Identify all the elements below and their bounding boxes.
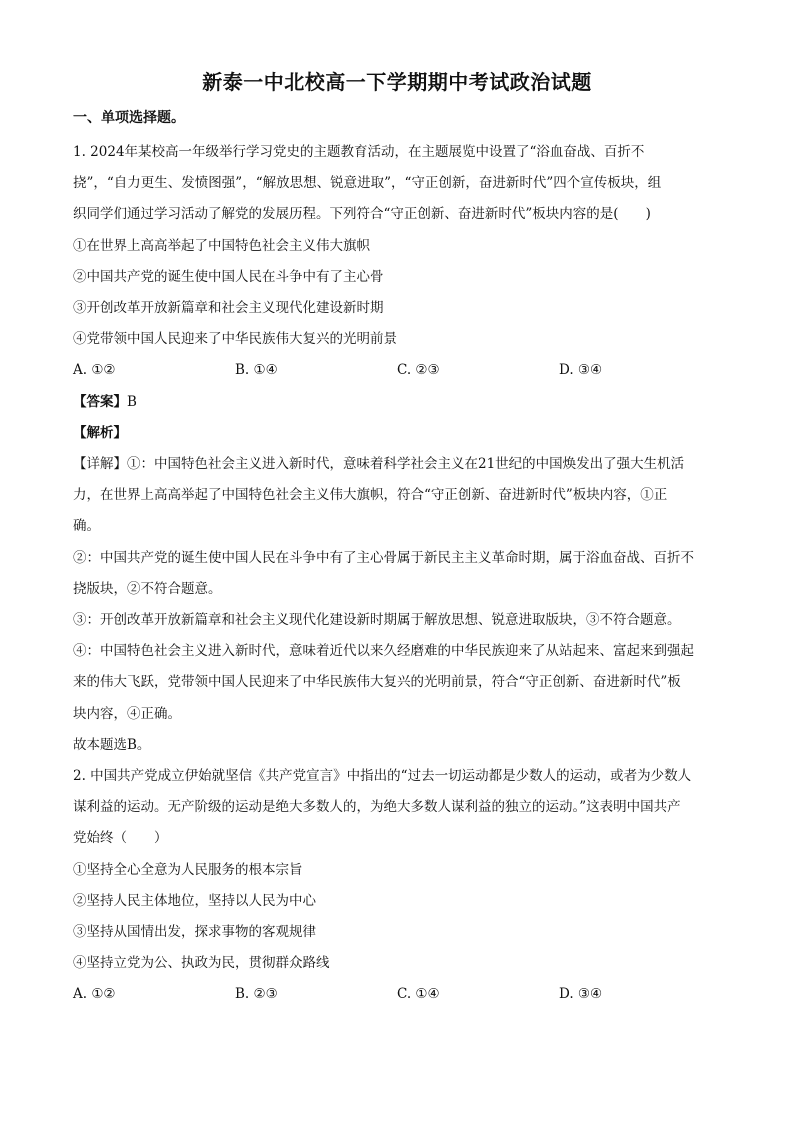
q1-analysis — [73, 418, 723, 449]
section-heading: 一、单项选择题。 — [73, 110, 185, 126]
q2-stem-line: 谋利益的运动。无产阶级的运动是绝大多数人的，为绝大多数人谋利益的独立的运动。”这表明中国共产 — [73, 799, 681, 816]
q1-detail-line — [73, 449, 723, 480]
q1-option-c: C. ②③ — [397, 362, 440, 379]
answer-tag: 【答案】 — [73, 393, 127, 410]
q1-detail-line: 力，在世界上高高举起了中国特色社会主义伟大旗帜，符合“守正创新、奋进新时代”板块内容，①正 — [73, 487, 668, 504]
q2-statement: ③坚持从国情出发，探求事物的客观规律 — [73, 924, 316, 941]
question-2 — [73, 761, 723, 1011]
q1-options — [73, 355, 723, 386]
q1-option-a: A. ①② — [73, 362, 116, 379]
q1-stem-line: 织同学们通过学习活动了解党的发展历程。下列符合“守正创新、奋进新时代”板块内容的是( ) — [73, 206, 651, 223]
q2-options — [73, 979, 723, 1010]
q2-statement: ①坚持全心全意为人民服务的根本宗旨 — [73, 861, 303, 878]
q2-option-c: C. ①④ — [397, 986, 440, 1003]
analysis-tag: 【解析】 — [73, 424, 127, 441]
q2-stem-line: 2. 中国共产党成立伊始就坚信《共产党宣言》中指出的“过去一切运动都是少数人的运动，或者为少数人 — [73, 768, 692, 785]
q1-option-d: D. ③④ — [559, 362, 603, 379]
q1-answer — [73, 387, 723, 418]
q1-stem-line: 挠”，“自力更生、发愤图强”，“解放思想、锐意进取”，“守正创新，奋进新时代”四个宣传板块，组 — [73, 175, 662, 192]
q2-option-b: B. ②③ — [235, 986, 278, 1003]
q1-statement: ④党带领中国人民迎来了中华民族伟大复兴的光明前景 — [73, 331, 397, 348]
q1-detail-line: ④：中国特色社会主义进入新时代，意味着近代以来久经磨难的中华民族迎来了从站起来、富起来到强起 — [73, 643, 694, 660]
q1-statement: ③开创改革开放新篇章和社会主义现代化建设新时期 — [73, 300, 384, 317]
q2-stem-line: 党始终（ ） — [73, 830, 168, 847]
q1-detail-line: 确。 — [73, 518, 100, 535]
q1-detail-line: ②：中国共产党的诞生使中国人民在斗争中有了主心骨属于新民主主义革命时期，属于浴血奋战、百折不 — [73, 549, 694, 566]
q1-stem-line: 1. 2024年某校高一年级举行学习党史的主题教育活动，在主题展览中设置了“浴血奋战、百折不 — [73, 144, 645, 160]
page-title: 新泰一中北校高一下学期期中考试政治试题 — [202, 70, 592, 94]
q2-option-d: D. ③④ — [559, 986, 603, 1003]
q1-detail-line: 来的伟大飞跃，党带领中国人民迎来了中华民族伟大复兴的光明前景，符合“守正创新、奋进新时代”板 — [73, 674, 681, 691]
q2-option-a: A. ①② — [73, 986, 116, 1003]
detail-text: ①：中国特色社会主义进入新时代，意味着科学社会主义在21世纪的中国焕发出了强大生机活 — [127, 456, 685, 473]
q2-statement: ②坚持人民主体地位，坚持以人民为中心 — [73, 892, 316, 909]
q1-conclusion: 故本题选B。 — [73, 736, 151, 753]
q1-statement: ②中国共产党的诞生使中国人民在斗争中有了主心骨 — [73, 268, 384, 285]
q2-statement: ④坚持立党为公、执政为民，贯彻群众路线 — [73, 955, 330, 972]
q1-option-b: B. ①④ — [235, 362, 278, 379]
question-1 — [73, 137, 723, 761]
q1-statement: ①在世界上高高举起了中国特色社会主义伟大旗帜 — [73, 237, 370, 254]
content-body — [73, 137, 723, 1011]
q1-detail-line: ③：开创改革开放新篇章和社会主义现代化建设新时期属于解放思想、锐意进取版块，③不符合题意。 — [73, 612, 681, 629]
answer-value: B — [127, 393, 137, 410]
q1-detail-line: 挠版块，②不符合题意。 — [73, 580, 222, 597]
q1-detail-line: 块内容，④正确。 — [73, 705, 181, 722]
detail-tag: 【详解】 — [73, 456, 127, 473]
